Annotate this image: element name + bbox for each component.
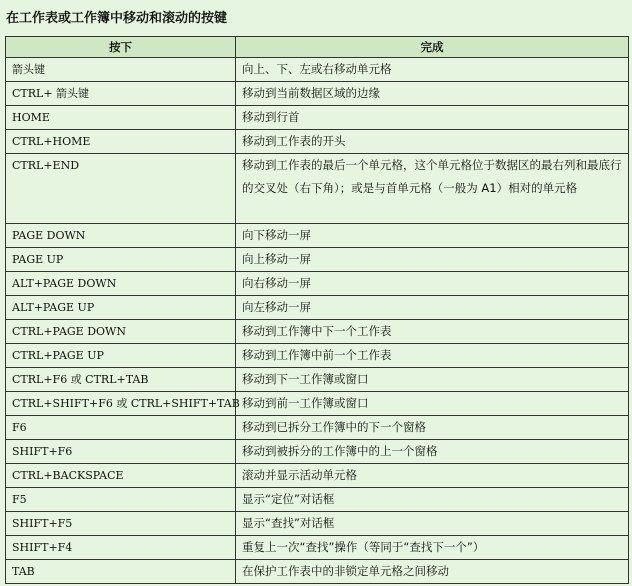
shortcut-action-cell: 移动到工作簿中下一个工作表 <box>236 320 629 344</box>
table-row <box>6 368 629 392</box>
shortcut-key-cell: SHIFT+F5 <box>6 512 236 536</box>
shortcut-key-cell: CTRL+ 箭头键 <box>6 82 236 106</box>
shortcut-action-cell: 滚动并显示活动单元格 <box>236 464 629 488</box>
table-body <box>6 58 629 584</box>
shortcut-action-cell: 向下移动一屏 <box>236 224 629 248</box>
shortcut-action-cell: 移动到被拆分的工作簿中的上一个窗格 <box>236 440 629 464</box>
shortcut-key-cell: PAGE DOWN <box>6 224 236 248</box>
shortcut-key-cell: TAB <box>6 560 236 584</box>
table-row <box>6 512 629 536</box>
shortcut-action-cell: 向上移动一屏 <box>236 248 629 272</box>
table-row <box>6 536 629 560</box>
shortcut-action-cell: 移动到工作表的最后一个单元格，这个单元格位于数据区的最右列和最底行的交叉处（右下角）；或是与首单元格（一般为 A1）相对的单元格 <box>236 154 629 224</box>
shortcut-key-cell: SHIFT+F6 <box>6 440 236 464</box>
table-row <box>6 320 629 344</box>
shortcut-key-cell: 箭头键 <box>6 58 236 82</box>
table-row <box>6 224 629 248</box>
page-title: 在工作表或工作簿中移动和滚动的按键 <box>6 11 228 26</box>
table-row <box>6 106 629 130</box>
shortcut-action-cell: 在保护工作表中的非锁定单元格之间移动 <box>236 560 629 584</box>
shortcut-key-cell: F6 <box>6 416 236 440</box>
shortcut-action-cell: 显示“定位”对话框 <box>236 488 629 512</box>
shortcut-action-cell: 向上、下、左或右移动单元格 <box>236 58 629 82</box>
table-row <box>6 392 629 416</box>
table-row <box>6 154 629 224</box>
shortcut-key-cell: PAGE UP <box>6 248 236 272</box>
table-row <box>6 464 629 488</box>
shortcut-key-cell: F5 <box>6 488 236 512</box>
shortcut-action-cell: 显示“查找”对话框 <box>236 512 629 536</box>
shortcut-key-cell: CTRL+BACKSPACE <box>6 464 236 488</box>
column-header-key: 按下 <box>6 37 236 58</box>
shortcut-key-cell: CTRL+F6 或 CTRL+TAB <box>6 368 236 392</box>
column-header-action: 完成 <box>236 37 629 58</box>
table-row <box>6 296 629 320</box>
shortcut-key-cell: HOME <box>6 106 236 130</box>
table-row <box>6 58 629 82</box>
shortcut-key-cell: SHIFT+F4 <box>6 536 236 560</box>
table-row <box>6 440 629 464</box>
table-row <box>6 416 629 440</box>
shortcut-action-cell: 向右移动一屏 <box>236 272 629 296</box>
shortcut-action-cell: 移动到行首 <box>236 106 629 130</box>
shortcut-action-cell: 移动到当前数据区域的边缘 <box>236 82 629 106</box>
shortcut-key-cell: CTRL+PAGE DOWN <box>6 320 236 344</box>
table-row <box>6 272 629 296</box>
table-row <box>6 560 629 584</box>
shortcut-key-cell: CTRL+SHIFT+F6 或 CTRL+SHIFT+TAB <box>6 392 236 416</box>
shortcut-action-cell: 移动到已拆分工作簿中的下一个窗格 <box>236 416 629 440</box>
shortcut-key-cell: CTRL+PAGE UP <box>6 344 236 368</box>
shortcut-action-cell: 移动到工作簿中前一个工作表 <box>236 344 629 368</box>
shortcut-key-cell: CTRL+HOME <box>6 130 236 154</box>
shortcut-action-cell: 重复上一次“查找”操作（等同于“查找下一个”） <box>236 536 629 560</box>
shortcut-table <box>5 36 629 584</box>
shortcut-action-cell: 向左移动一屏 <box>236 296 629 320</box>
shortcut-action-cell: 移动到下一工作簿或窗口 <box>236 368 629 392</box>
table-row <box>6 130 629 154</box>
table-row <box>6 248 629 272</box>
shortcut-key-cell: ALT+PAGE DOWN <box>6 272 236 296</box>
table-header-row <box>6 37 629 58</box>
shortcut-key-cell: CTRL+END <box>6 154 236 224</box>
shortcut-action-cell: 移动到工作表的开头 <box>236 130 629 154</box>
table-row <box>6 82 629 106</box>
shortcut-action-cell: 移动到前一工作簿或窗口 <box>236 392 629 416</box>
table-row <box>6 488 629 512</box>
table-row <box>6 344 629 368</box>
shortcut-key-cell: ALT+PAGE UP <box>6 296 236 320</box>
